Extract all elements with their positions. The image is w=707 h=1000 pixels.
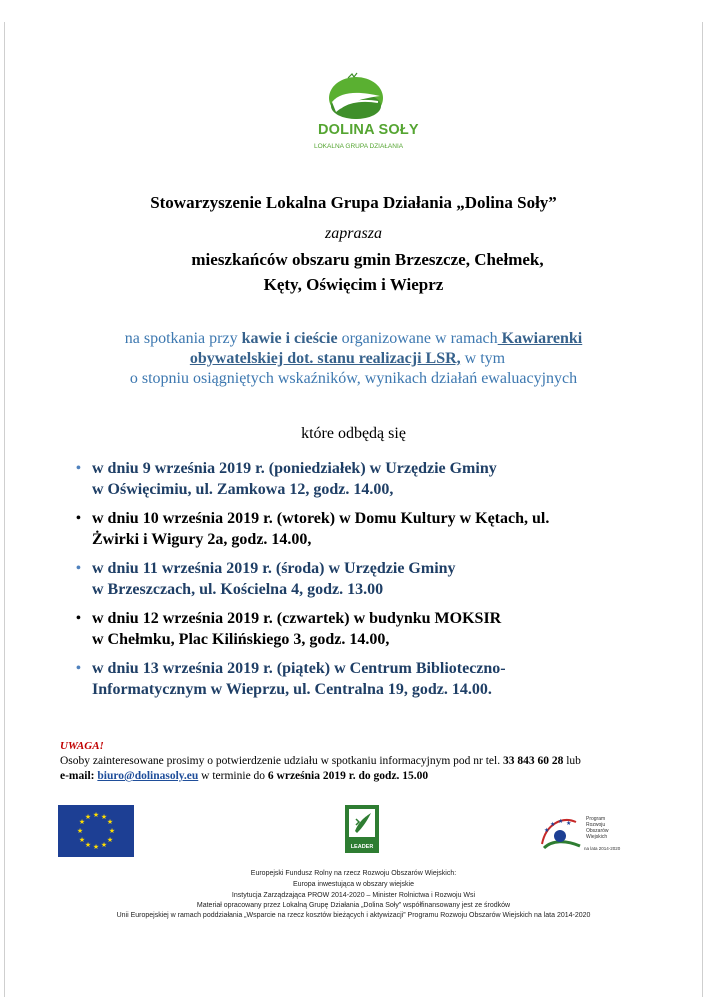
bullet-icon: • [76, 611, 81, 626]
svg-text:na lata 2014-2020: na lata 2014-2020 [584, 846, 621, 851]
notice-text: Osoby zainteresowane prosimy o potwierdzenie udziału w spotkaniu informacyjnym pod nr tel. 33 843 60 28 lub e-mail: biuro@dolinasoly.eu w terminie do 6 września 2019 r. do godz. 15.00 [60, 755, 581, 782]
footer-line-5: Unii Europejskiej w ramach poddziałania „Wsparcie na rzecz kosztów bieżących i aktywizacji” Programu Rozwoju Obszarów Wiejskich na lata 2014-2020 [116, 912, 591, 919]
residents-line-2: Kęty, Oświęcim i Wieprz [263, 275, 444, 294]
invites-text: zaprasza [325, 225, 382, 242]
list-item: • w dniu 12 września 2019 r. (czwartek) w budynku MOKSIR w Chełmku, Plac Kilińskiego 3, godz. 14.00, [76, 610, 502, 648]
deadline: 6 września 2019 r. do godz. 15.00 [267, 770, 429, 782]
logo-name: DOLINA SOŁY [318, 122, 419, 138]
svg-text:Program: Program [586, 816, 606, 822]
email-link[interactable]: biuro@dolinasoly.eu [97, 770, 199, 782]
svg-text:★: ★ [78, 818, 86, 826]
list-item: • w dniu 13 września 2019 r. (piątek) w Centrum Biblioteczno- Informatycznym w Wieprzu, ul. Centralna 19, godz. 14.00. [76, 660, 506, 698]
dolina-soly-logo [314, 68, 419, 168]
svg-text:★: ★ [76, 827, 84, 835]
svg-text:★: ★ [100, 813, 108, 821]
phone-number: 33 843 60 28 [502, 755, 564, 767]
footer-line-3: Instytucja Zarządzająca PROW 2014-2020 – Minister Rolnictwa i Rozwoju Wsi [231, 892, 476, 899]
list-item: • w dniu 9 września 2019 r. (poniedziałek) w Urzędzie Gminy w Oświęcimiu, ul. Zamkowa 12, godz. 14.00, [76, 460, 497, 498]
svg-text:★: ★ [108, 827, 116, 835]
svg-text:Obszarów: Obszarów [586, 828, 609, 834]
svg-text:★: ★ [92, 843, 100, 851]
svg-text:Rozwoju: Rozwoju [586, 822, 606, 828]
list-item: • w dniu 11 września 2019 r. (środa) w Urzędzie Gminy w Brzeszczach, ul. Kościelna 4, godz. 13.00 [76, 560, 456, 598]
bullet-icon: • [76, 511, 81, 526]
svg-text:★: ★ [566, 820, 572, 827]
bullet-icon: • [76, 561, 81, 576]
logo-subtitle: LOKALNA GRUPA DZIAŁANIA [314, 143, 404, 150]
svg-text:★: ★ [92, 811, 100, 819]
leader-logo [345, 805, 379, 853]
svg-text:★: ★ [550, 821, 556, 828]
invitation-line-1: na spotkania przy kawie i cieście organizowane w ramach Kawiarenki [124, 330, 583, 347]
svg-text:LEADER: LEADER [350, 844, 374, 850]
footer-line-1: Europejski Fundusz Rolny na rzecz Rozwoju Obszarów Wiejskich: [250, 870, 457, 877]
invitation-line-2: obywatelskiej dot. stanu realizacji LSR, w tym [189, 350, 506, 367]
svg-text:★: ★ [84, 813, 92, 821]
eu-flag-icon [58, 805, 134, 857]
svg-text:★: ★ [106, 818, 114, 826]
organization-title: Stowarzyszenie Lokalna Grupa Działania „Dolina Soły” [150, 193, 557, 212]
svg-text:Wiejskich: Wiejskich [586, 834, 608, 840]
footer-line-4: Materiał opracowany przez Lokalną Grupę Działania „Dolina Soły” współfinansowany jest ze środków [196, 902, 511, 909]
bullet-icon: • [76, 661, 81, 676]
cafe-link: Kawiarenki [497, 330, 583, 347]
prow-logo [536, 810, 626, 854]
footer-line-2: Europa inwestująca w obszary wiejskie [293, 881, 414, 888]
svg-text:★: ★ [84, 841, 92, 849]
events-heading: które odbędą się [301, 425, 406, 442]
logo-mark-icon [318, 68, 394, 120]
bullet-icon: • [76, 461, 81, 476]
list-item: • w dniu 10 września 2019 r. (wtorek) w Domu Kultury w Kętach, ul. Żwirki i Wigury 2a, godz. 14.00, [76, 510, 550, 548]
events-list [76, 458, 596, 708]
invitation-line-3: o stopniu osiągniętych wskaźników, wynikach działań ewaluacyjnych [129, 370, 578, 387]
residents-line-1: mieszkańców obszaru gmin Brzeszcze, Chełmek, [191, 250, 544, 269]
svg-text:★: ★ [558, 818, 564, 825]
svg-text:★: ★ [106, 836, 114, 844]
svg-text:★: ★ [78, 836, 86, 844]
svg-text:★: ★ [100, 841, 108, 849]
svg-text:★: ★ [544, 827, 550, 834]
notice-label: UWAGA! [60, 740, 104, 752]
